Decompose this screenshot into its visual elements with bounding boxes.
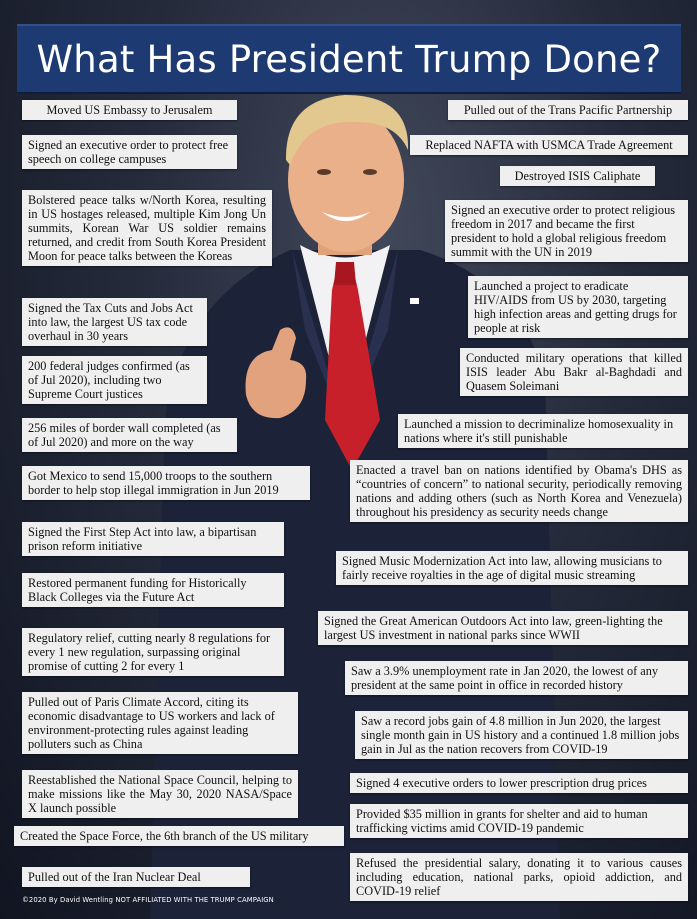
- copyright-footer: ©2020 By David Wentling NOT AFFILIATED WITH THE TRUMP CAMPAIGN: [22, 896, 274, 904]
- title-banner: [17, 24, 681, 94]
- right-item-card: Provided $35 million in grants for shelter and aid to human trafficking victims amid COVID-19 pandemic: [350, 804, 688, 838]
- right-item-card: Signed Music Modernization Act into law, allowing musicians to fairly receive royalties in the age of digital music streaming: [336, 551, 688, 585]
- right-item-card: Replaced NAFTA with USMCA Trade Agreement: [410, 135, 688, 155]
- left-item-card: Reestablished the National Space Council, helping to make missions like the May 30, 2020 NASA/Space X launch possible: [22, 770, 298, 818]
- left-item-card: Got Mexico to send 15,000 troops to the southern border to help stop illegal immigration in Jun 2019: [22, 466, 310, 500]
- right-item-card: Launched a mission to decriminalize homosexuality in nations where it's still punishable: [398, 414, 688, 448]
- right-item-card: Refused the presidential salary, donating it to various causes including education, national parks, opioid addiction, and COVID-19 relief: [350, 853, 688, 901]
- right-item-card: Signed 4 executive orders to lower prescription drug prices: [350, 773, 688, 793]
- left-item-card: Signed the First Step Act into law, a bipartisan prison reform initiative: [22, 522, 284, 556]
- left-item-card: Created the Space Force, the 6th branch of the US military: [14, 826, 344, 846]
- left-item-card: Signed an executive order to protect free speech on college campuses: [22, 135, 237, 169]
- right-item-card: Pulled out of the Trans Pacific Partnership: [448, 100, 688, 120]
- page-title: What Has President Trump Done?: [36, 37, 662, 81]
- left-item-card: 200 federal judges confirmed (as of Jul 2020), including two Supreme Court justices: [22, 356, 207, 404]
- right-item-card: Enacted a travel ban on nations identified by Obama's DHS as “countries of concern” to national security, periodically removing nations and adding others (such as North Korea and Venezuela) throughout his presidency as security needs change: [350, 460, 688, 522]
- left-item-card: Regulatory relief, cutting nearly 8 regulations for every 1 new regulation, surpassing original promise of cutting 2 for every 1: [22, 628, 284, 676]
- left-item-card: 256 miles of border wall completed (as of Jul 2020) and more on the way: [22, 418, 237, 452]
- right-item-card: Conducted military operations that killed ISIS leader Abu Bakr al-Baghdadi and Quasem Soleimani: [460, 348, 688, 396]
- left-item-card: Pulled out of the Iran Nuclear Deal: [22, 867, 250, 887]
- right-item-card: Saw a record jobs gain of 4.8 million in Jun 2020, the largest single month gain in US history and a continued 1.8 million jobs gain in Jul as the nation recovers from COVID-19: [355, 711, 688, 759]
- left-item-card: Signed the Tax Cuts and Jobs Act into law, the largest US tax code overhaul in 30 years: [22, 298, 207, 346]
- left-item-card: Pulled out of Paris Climate Accord, citing its economic disadvantage to US workers and lack of environment-protecting rules against leading polluters such as China: [22, 692, 298, 754]
- right-item-card: Destroyed ISIS Caliphate: [500, 166, 655, 186]
- right-item-card: Saw a 3.9% unemployment rate in Jan 2020, the lowest of any president at the same point in office in recorded history: [345, 661, 688, 695]
- left-item-card: Restored permanent funding for Historically Black Colleges via the Future Act: [22, 573, 284, 607]
- left-item-card: Moved US Embassy to Jerusalem: [22, 100, 237, 120]
- right-item-card: Launched a project to eradicate HIV/AIDS from US by 2030, targeting high infection areas and getting drugs for people at risk: [468, 276, 688, 338]
- right-item-card: Signed the Great American Outdoors Act into law, green-lighting the largest US investment in national parks since WWII: [318, 611, 688, 645]
- left-item-card: Bolstered peace talks w/North Korea, resulting in US hostages released, multiple Kim Jong Un summits, Korean War US soldier remains returned, and credit from South Korea President Moon for peace talks between the Koreas: [22, 190, 272, 266]
- right-item-card: Signed an executive order to protect religious freedom in 2017 and became the first president to hold a global religious freedom summit with the UN in 2019: [445, 200, 688, 262]
